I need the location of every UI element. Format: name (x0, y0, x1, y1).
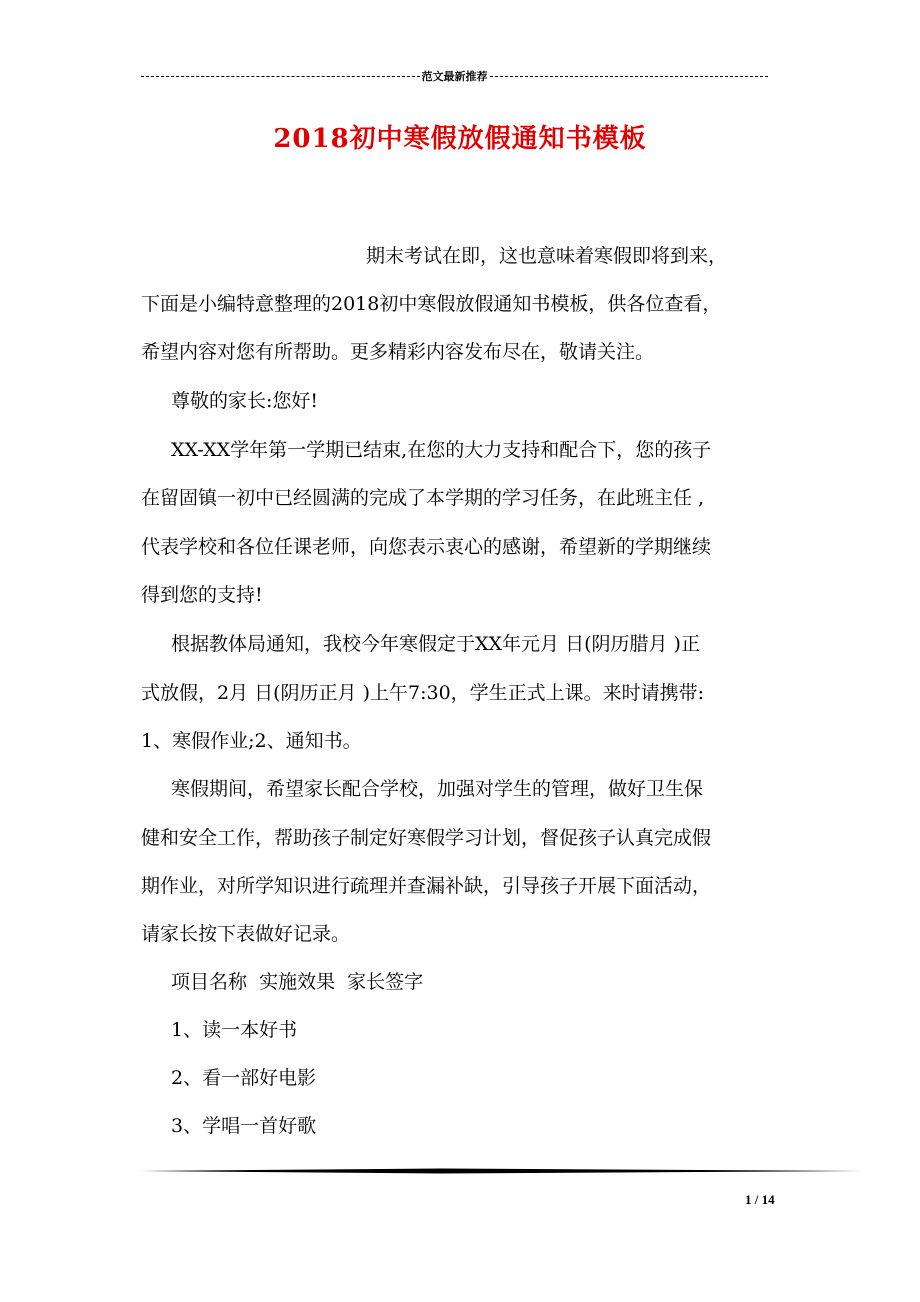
list-item-3: 3、学唱一首好歌 (171, 1115, 317, 1137)
page-header (141, 66, 768, 86)
header-label: 范文最新推荐 (421, 70, 488, 83)
list-item-2: 2、看一部好电影 (171, 1067, 317, 1089)
page-number: 1 / 14 (745, 1192, 775, 1207)
table-header: 项目名称 实施效果 家长签字 (171, 971, 424, 993)
header-dash-left (141, 76, 420, 77)
para2-line-2: 式放假，2月 日(阴历正月 )上午7:30，学生正式上课。来时请携带: (141, 682, 705, 704)
para1-line-3: 代表学校和各位任课老师，向您表示衷心的感谢，希望新的学期继续 (141, 536, 712, 558)
para3-line-1: 寒假期间，希望家长配合学校，加强对学生的管理，做好卫生保 (171, 778, 704, 800)
para1-line-4: 得到您的支持! (141, 584, 263, 606)
footer-rule (141, 1168, 863, 1174)
para2-line-1: 根据教体局通知，我校今年寒假定于XX年元月 日(阴历腊月 )正 (171, 633, 700, 655)
para3-line-2: 健和安全工作，帮助孩子制定好寒假学习计划，督促孩子认真完成假 (141, 827, 712, 849)
header-dash-right (490, 76, 769, 77)
intro-line-2: 下面是小编特意整理的2018初中寒假放假通知书模板，供各位查看， (141, 293, 722, 315)
para3-line-3: 期作业，对所学知识进行疏理并查漏补缺，引导孩子开展下面活动， (141, 875, 712, 897)
intro-line-3: 希望内容对您有所帮助。更多精彩内容发布尽在，敬请关注。 (141, 341, 655, 363)
intro-line-1: 期末考试在即，这也意味着寒假即将到来， (366, 245, 728, 267)
para1-line-1: XX-XX学年第一学期已结束,在您的大力支持和配合下，您的孩子 (171, 439, 712, 461)
para3-line-4: 请家长按下表做好记录。 (141, 923, 351, 945)
list-item-1: 1、读一本好书 (171, 1019, 298, 1041)
document-title: 2018初中寒假放假通知书模板 (273, 124, 647, 154)
para2-line-3: 1、寒假作业;2、通知书。 (141, 730, 362, 752)
para1-line-2: 在留固镇一初中已经圆满的完成了本学期的学习任务，在此班主任 , (141, 487, 705, 509)
greeting: 尊敬的家长:您好! (171, 390, 319, 412)
